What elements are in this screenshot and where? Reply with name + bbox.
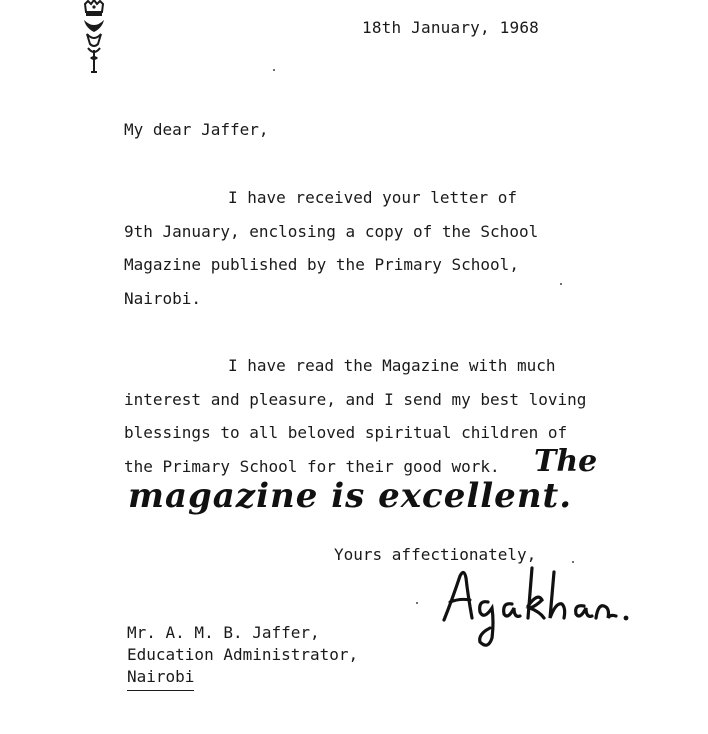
handwritten-note-start: The bbox=[534, 444, 598, 479]
paragraph-line: the Primary School for their good work. bbox=[124, 456, 500, 476]
paragraph-line: I have received your letter of bbox=[228, 188, 517, 207]
paragraph-line: Magazine published by the Primary School, bbox=[124, 255, 519, 274]
crest-emblem-icon bbox=[78, 0, 110, 78]
paper-speck bbox=[416, 602, 418, 604]
paragraph-line: Nairobi. bbox=[124, 288, 202, 308]
recipient-block bbox=[127, 622, 358, 691]
paper-speck bbox=[572, 561, 574, 563]
paragraph-line: 9th January, enclosing a copy of the School bbox=[124, 221, 539, 241]
salutation: My dear Jaffer, bbox=[124, 120, 269, 139]
closing-line: Yours affectionately, bbox=[334, 545, 537, 564]
recipient-title: Education Administrator, bbox=[127, 645, 359, 664]
signature bbox=[438, 562, 634, 652]
recipient-name: Mr. A. M. B. Jaffer, bbox=[127, 623, 320, 642]
letter-date: 18th January, 1968 bbox=[362, 18, 539, 37]
paragraph-received bbox=[124, 181, 538, 315]
handwritten-note: magazine is excellent. bbox=[128, 476, 573, 516]
paper-speck bbox=[273, 69, 275, 71]
paragraph-read bbox=[124, 349, 586, 483]
recipient-city-line bbox=[127, 666, 358, 691]
paper-speck bbox=[560, 283, 562, 285]
recipient-city: Nairobi bbox=[127, 666, 194, 691]
paragraph-line: interest and pleasure, and I send my best loving bbox=[124, 389, 587, 409]
paragraph-line: I have read the Magazine with much bbox=[228, 356, 556, 375]
paragraph-line: blessings to all beloved spiritual children of bbox=[124, 423, 568, 442]
